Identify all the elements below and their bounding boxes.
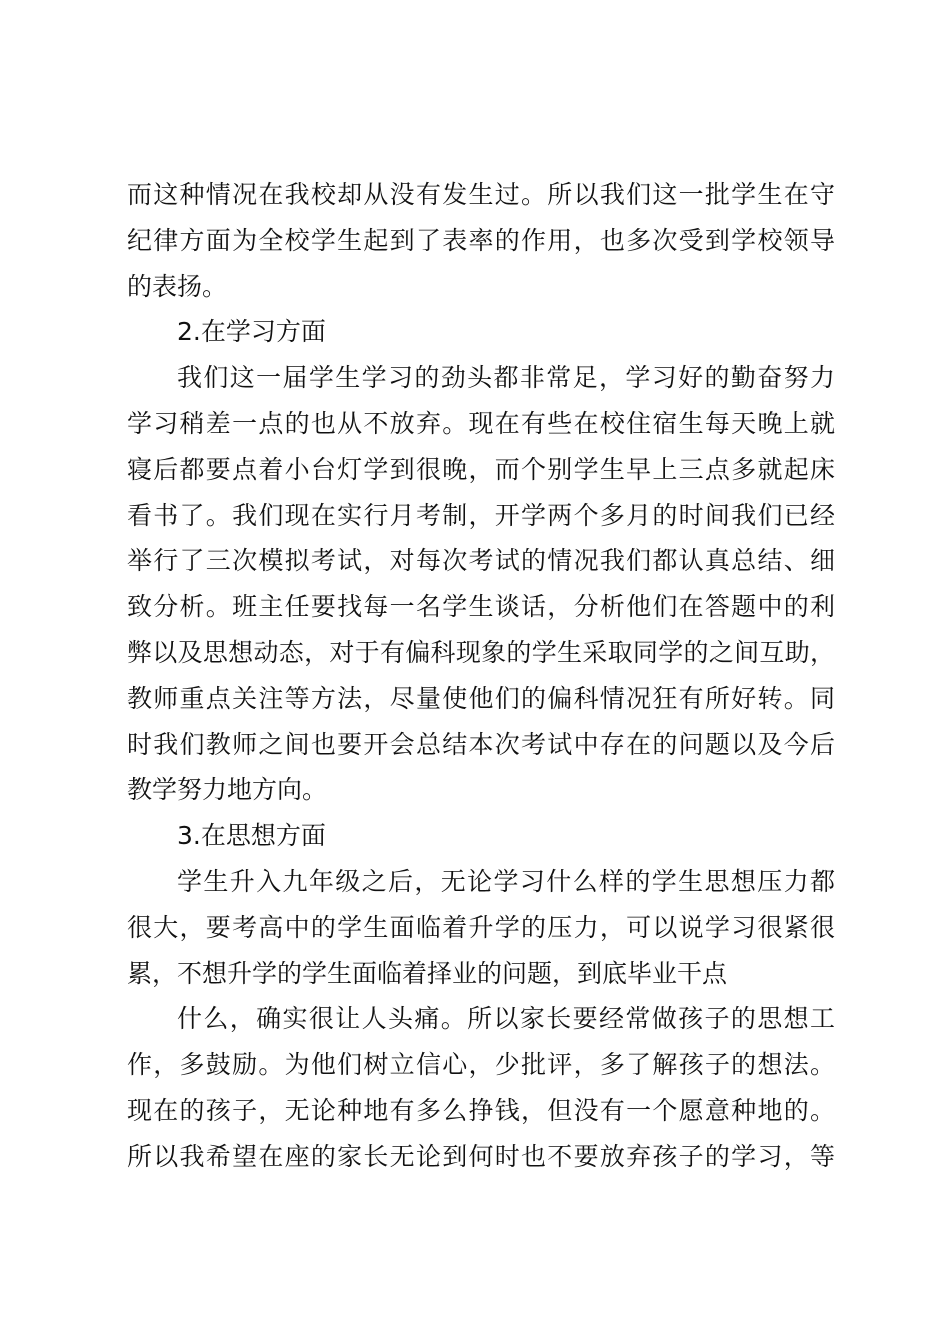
- text-line: 致分析。班主任要找每一名学生谈话，分析他们在答题中的利: [127, 592, 835, 622]
- document-body: [127, 172, 835, 1180]
- text-line: 时我们教师之间也要开会总结本次考试中存在的问题以及今后: [127, 729, 835, 759]
- text-line: 的表扬。: [127, 271, 228, 301]
- text-line: 累，不想升学的学生面临着择业的问题，到底毕业干点: [127, 958, 728, 988]
- text-line: 2.在学习方面: [177, 317, 326, 347]
- text-line: 学生升入九年级之后，无论学习什么样的学生思想压力都: [177, 866, 835, 896]
- text-line: 看书了。我们现在实行月考制，开学两个多月的时间我们已经: [127, 500, 835, 530]
- text-line: 学习稍差一点的也从不放弃。现在有些在校住宿生每天晚上就: [127, 408, 835, 438]
- text-line: 什么，确实很让人头痛。所以家长要经常做孩子的思想工: [177, 1004, 835, 1034]
- text-line: 很大，要考高中的学生面临着升学的压力，可以说学习很紧很: [127, 912, 835, 942]
- text-line: 弊以及思想动态，对于有偏科现象的学生采取同学的之间互助，: [127, 637, 835, 667]
- text-line: 教学努力地方向。: [127, 775, 328, 805]
- text-line: 举行了三次模拟考试，对每次考试的情况我们都认真总结、细: [127, 546, 835, 576]
- text-line: 纪律方面为全校学生起到了表率的作用，也多次受到学校领导: [127, 225, 835, 255]
- text-line: 现在的孩子，无论种地有多么挣钱，但没有一个愿意种地的。: [127, 1095, 835, 1125]
- text-line: 而这种情况在我校却从没有发生过。所以我们这一批学生在守: [127, 180, 835, 209]
- text-line: 寝后都要点着小台灯学到很晚，而个别学生早上三点多就起床: [127, 454, 835, 484]
- text-line: 3.在思想方面: [177, 821, 326, 851]
- text-line: 所以我希望在座的家长无论到何时也不要放弃孩子的学习，等: [127, 1141, 835, 1171]
- text-line: 作，多鼓励。为他们树立信心，少批评，多了解孩子的想法。: [127, 1050, 835, 1080]
- text-line: 教师重点关注等方法，尽量使他们的偏科情况狂有所好转。同: [127, 683, 835, 713]
- text-line: 我们这一届学生学习的劲头都非常足，学习好的勤奋努力: [177, 363, 835, 393]
